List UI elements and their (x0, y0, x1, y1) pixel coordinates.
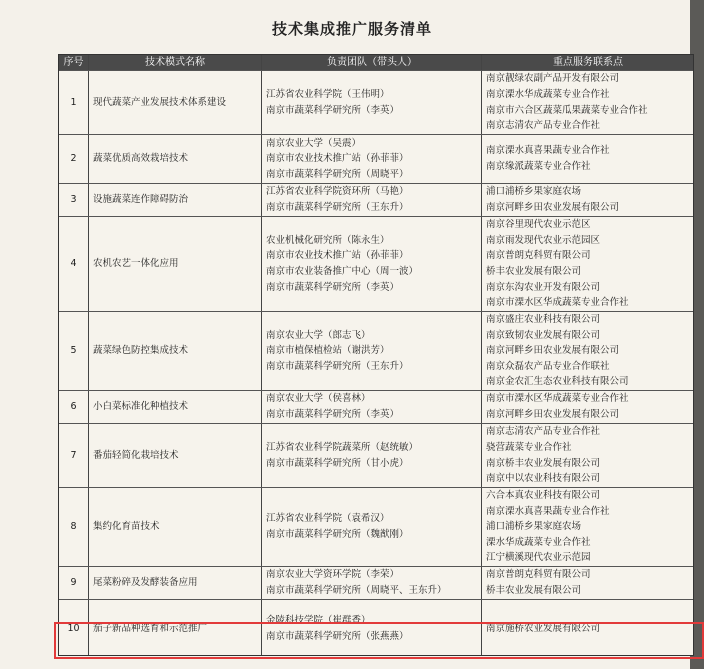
header-name: 技术模式名称 (145, 57, 205, 68)
service-point: 南京河畔乡田农业发展有限公司 (486, 202, 620, 213)
service-point: 南京缘派蔬菜专业合作社 (486, 161, 591, 172)
tech-name-text: 农机农艺一体化应用 (93, 258, 179, 270)
service-point: 南京中以农业科技有限公司 (486, 473, 601, 485)
tech-name (90, 567, 263, 599)
team-member: 农业机械化研究所（陈永生） (266, 234, 390, 246)
service-point: 南京溧水真喜果蔬专业合作社 (486, 145, 610, 157)
service-point: 南京金农汇生态农业科技有限公司 (486, 376, 629, 388)
row-number-text: 8 (70, 521, 77, 533)
service-point: 南京市六合区蔬菜瓜果蔬菜专业合作社 (486, 104, 648, 116)
team-member: 南京农业大学资环学院（李荣） (266, 569, 400, 581)
service-point: 南京普朗克科贸有限公司 (486, 569, 591, 581)
tech-name-text: 设施蔬菜连作障碍防治 (93, 194, 189, 206)
team-member: 南京市农业技术推广站（孙菲菲） (266, 250, 409, 262)
service-table (58, 54, 694, 656)
service-point: 南京东沟农业开发有限公司 (486, 281, 601, 293)
team-list (263, 600, 484, 657)
tech-name-text: 小白菜标准化种植技术 (93, 401, 189, 413)
service-points (483, 600, 696, 657)
row-number (59, 135, 88, 183)
table-row (59, 216, 693, 311)
row-number (59, 391, 88, 423)
header-no: 序号 (63, 57, 84, 68)
team-member: 南京市蔬菜科学研究所（李英） (266, 281, 400, 293)
service-points (483, 184, 696, 216)
service-points (483, 567, 696, 599)
row-number-text: 6 (70, 401, 77, 413)
service-point: 六合本真农业科技有限公司 (486, 490, 601, 502)
service-point: 南京施桥农业发展有限公司 (486, 622, 601, 634)
table-header (59, 55, 693, 70)
table-row (59, 311, 693, 390)
service-point: 南京谷里现代农业示范区 (486, 219, 591, 231)
team-list (263, 424, 484, 487)
team-member: 南京农业大学（吴震） (266, 137, 362, 149)
service-points (483, 71, 696, 134)
team-list (263, 312, 484, 390)
row-number (59, 567, 88, 599)
service-point: 南京溧水华成蔬菜专业合作社 (486, 88, 610, 100)
service-point: 溧水华成蔬菜专业合作社 (486, 536, 591, 548)
service-points (483, 312, 696, 390)
team-member: 南京市蔬菜科学研究所（甘小虎） (266, 457, 409, 469)
service-points (483, 488, 696, 566)
service-point: 南京志清农产品专业合作社 (486, 120, 601, 132)
row-number (59, 217, 88, 311)
team-member: 南京市蔬菜科学研究所（周晓平） (266, 168, 409, 180)
service-point: 桥丰农业发展有限公司 (486, 266, 582, 277)
tech-name (90, 488, 263, 566)
service-point: 南京靓绿农副产品开发有限公司 (486, 73, 620, 85)
row-number (59, 424, 88, 487)
tech-name-text: 现代蔬菜产业发展技术体系建设 (93, 96, 227, 108)
service-points (483, 391, 696, 423)
team-member: 南京市蔬菜科学研究所（王东升） (266, 202, 409, 213)
row-number (59, 71, 88, 134)
service-point: 南京市溧水区华成蔬菜专业合作社 (486, 393, 629, 405)
row-number-text: 9 (70, 577, 77, 589)
table-row (59, 183, 693, 216)
team-member: 南京市蔬菜科学研究所（张燕燕） (266, 630, 409, 642)
tech-name (90, 71, 263, 134)
table-row (59, 70, 693, 134)
table-row (59, 390, 693, 423)
tech-name (90, 391, 263, 423)
service-point: 南京普朗克科贸有限公司 (486, 250, 591, 262)
service-points (483, 217, 696, 311)
team-list (263, 135, 484, 183)
table-row (59, 134, 693, 183)
team-list (263, 217, 484, 311)
service-point: 浦口浦桥乡果家庭农场 (486, 186, 582, 198)
team-member: 金陵科技学院（崔群香） (266, 614, 371, 626)
service-point: 南京河畔乡田农业发展有限公司 (486, 409, 620, 420)
tech-name-text: 尾菜粉碎及发酵装备应用 (93, 577, 198, 589)
service-point: 桥丰农业发展有限公司 (486, 585, 582, 596)
tech-name (90, 184, 263, 216)
document-title: 技术集成推广服务清单 (271, 20, 432, 38)
tech-name (90, 424, 263, 487)
row-number-text: 2 (70, 153, 77, 165)
service-point: 骁营蔬菜专业合作社 (486, 441, 572, 453)
team-member: 江苏省农业科学院蔬菜所（赵统敏） (266, 441, 419, 453)
tech-name-text: 蔬菜绿色防控集成技术 (93, 345, 189, 357)
header-points: 重点服务联系点 (553, 57, 623, 68)
service-point: 浦口浦桥乡果家庭农场 (486, 521, 582, 533)
team-list (263, 488, 484, 566)
table-row (59, 566, 693, 599)
service-point: 南京市溧水区华成蔬菜专业合作社 (486, 297, 629, 309)
team-member: 江苏省农业科学院（袁希汉） (266, 513, 390, 525)
row-number-text: 1 (70, 96, 77, 108)
service-point: 南京致韧农业发展有限公司 (486, 329, 601, 341)
row-number-text: 4 (70, 258, 77, 270)
row-number-text: 5 (70, 345, 77, 357)
team-member: 江苏省农业科学院（王伟明） (266, 88, 390, 100)
service-point: 南京溧水真喜果蔬专业合作社 (486, 505, 610, 517)
team-list (263, 71, 484, 134)
tech-name-text: 番茄轻简化栽培技术 (93, 449, 179, 461)
tech-name (90, 135, 263, 183)
team-list (263, 184, 484, 216)
service-point: 南京志清农产品专业合作社 (486, 426, 601, 438)
table-row (59, 599, 693, 657)
tech-name-text: 蔬菜优质高效栽培技术 (93, 153, 189, 165)
team-member: 南京市蔬菜科学研究所（王东升） (266, 360, 409, 372)
tech-name (90, 217, 263, 311)
service-point: 南京桥丰农业发展有限公司 (486, 457, 601, 469)
row-number-text: 7 (70, 449, 77, 461)
tech-name (90, 312, 263, 390)
team-member: 南京市蔬菜科学研究所（魏猷刚） (266, 529, 409, 540)
service-point: 南京众磊农产品专业合作联社 (486, 360, 610, 372)
row-number (59, 312, 88, 390)
team-member: 南京农业大学（郎志飞） (266, 329, 371, 341)
team-member: 南京市蔬菜科学研究所（周晓平、王东升） (266, 585, 447, 596)
row-number (59, 488, 88, 566)
team-member: 南京市农业装备推广中心（周一波） (266, 266, 419, 277)
team-member: 南京市蔬菜科学研究所（李英） (266, 409, 400, 420)
row-number (59, 600, 88, 657)
team-member: 南京农业大学（侯喜林） (266, 393, 371, 405)
row-number-text: 3 (70, 194, 77, 206)
tech-name-text: 茄子新品种选育和示范推广 (93, 622, 208, 634)
service-point: 南京雨发现代农业示范园区 (486, 234, 601, 246)
team-member: 南京市农业技术推广站（孙菲菲） (266, 153, 409, 165)
tech-name (90, 600, 263, 657)
table-row (59, 487, 693, 566)
team-member: 南京市蔬菜科学研究所（李英） (266, 104, 400, 116)
service-points (483, 135, 696, 183)
team-list (263, 567, 484, 599)
row-number (59, 184, 88, 216)
service-point: 南京河畔乡田农业发展有限公司 (486, 345, 620, 357)
service-point: 南京盛庄农业科技有限公司 (486, 314, 601, 326)
team-member: 南京市植保植检站（谢洪芳） (266, 345, 390, 357)
team-member: 江苏省农业科学院资环所（马艳） (266, 186, 409, 198)
tech-name-text: 集约化育苗技术 (93, 521, 160, 533)
service-points (483, 424, 696, 487)
service-point: 江宁横溪现代农业示范园 (486, 552, 591, 564)
row-number-text: 10 (67, 622, 80, 634)
header-team: 负责团队（带头人） (327, 57, 417, 68)
team-list (263, 391, 484, 423)
table-row (59, 423, 693, 487)
